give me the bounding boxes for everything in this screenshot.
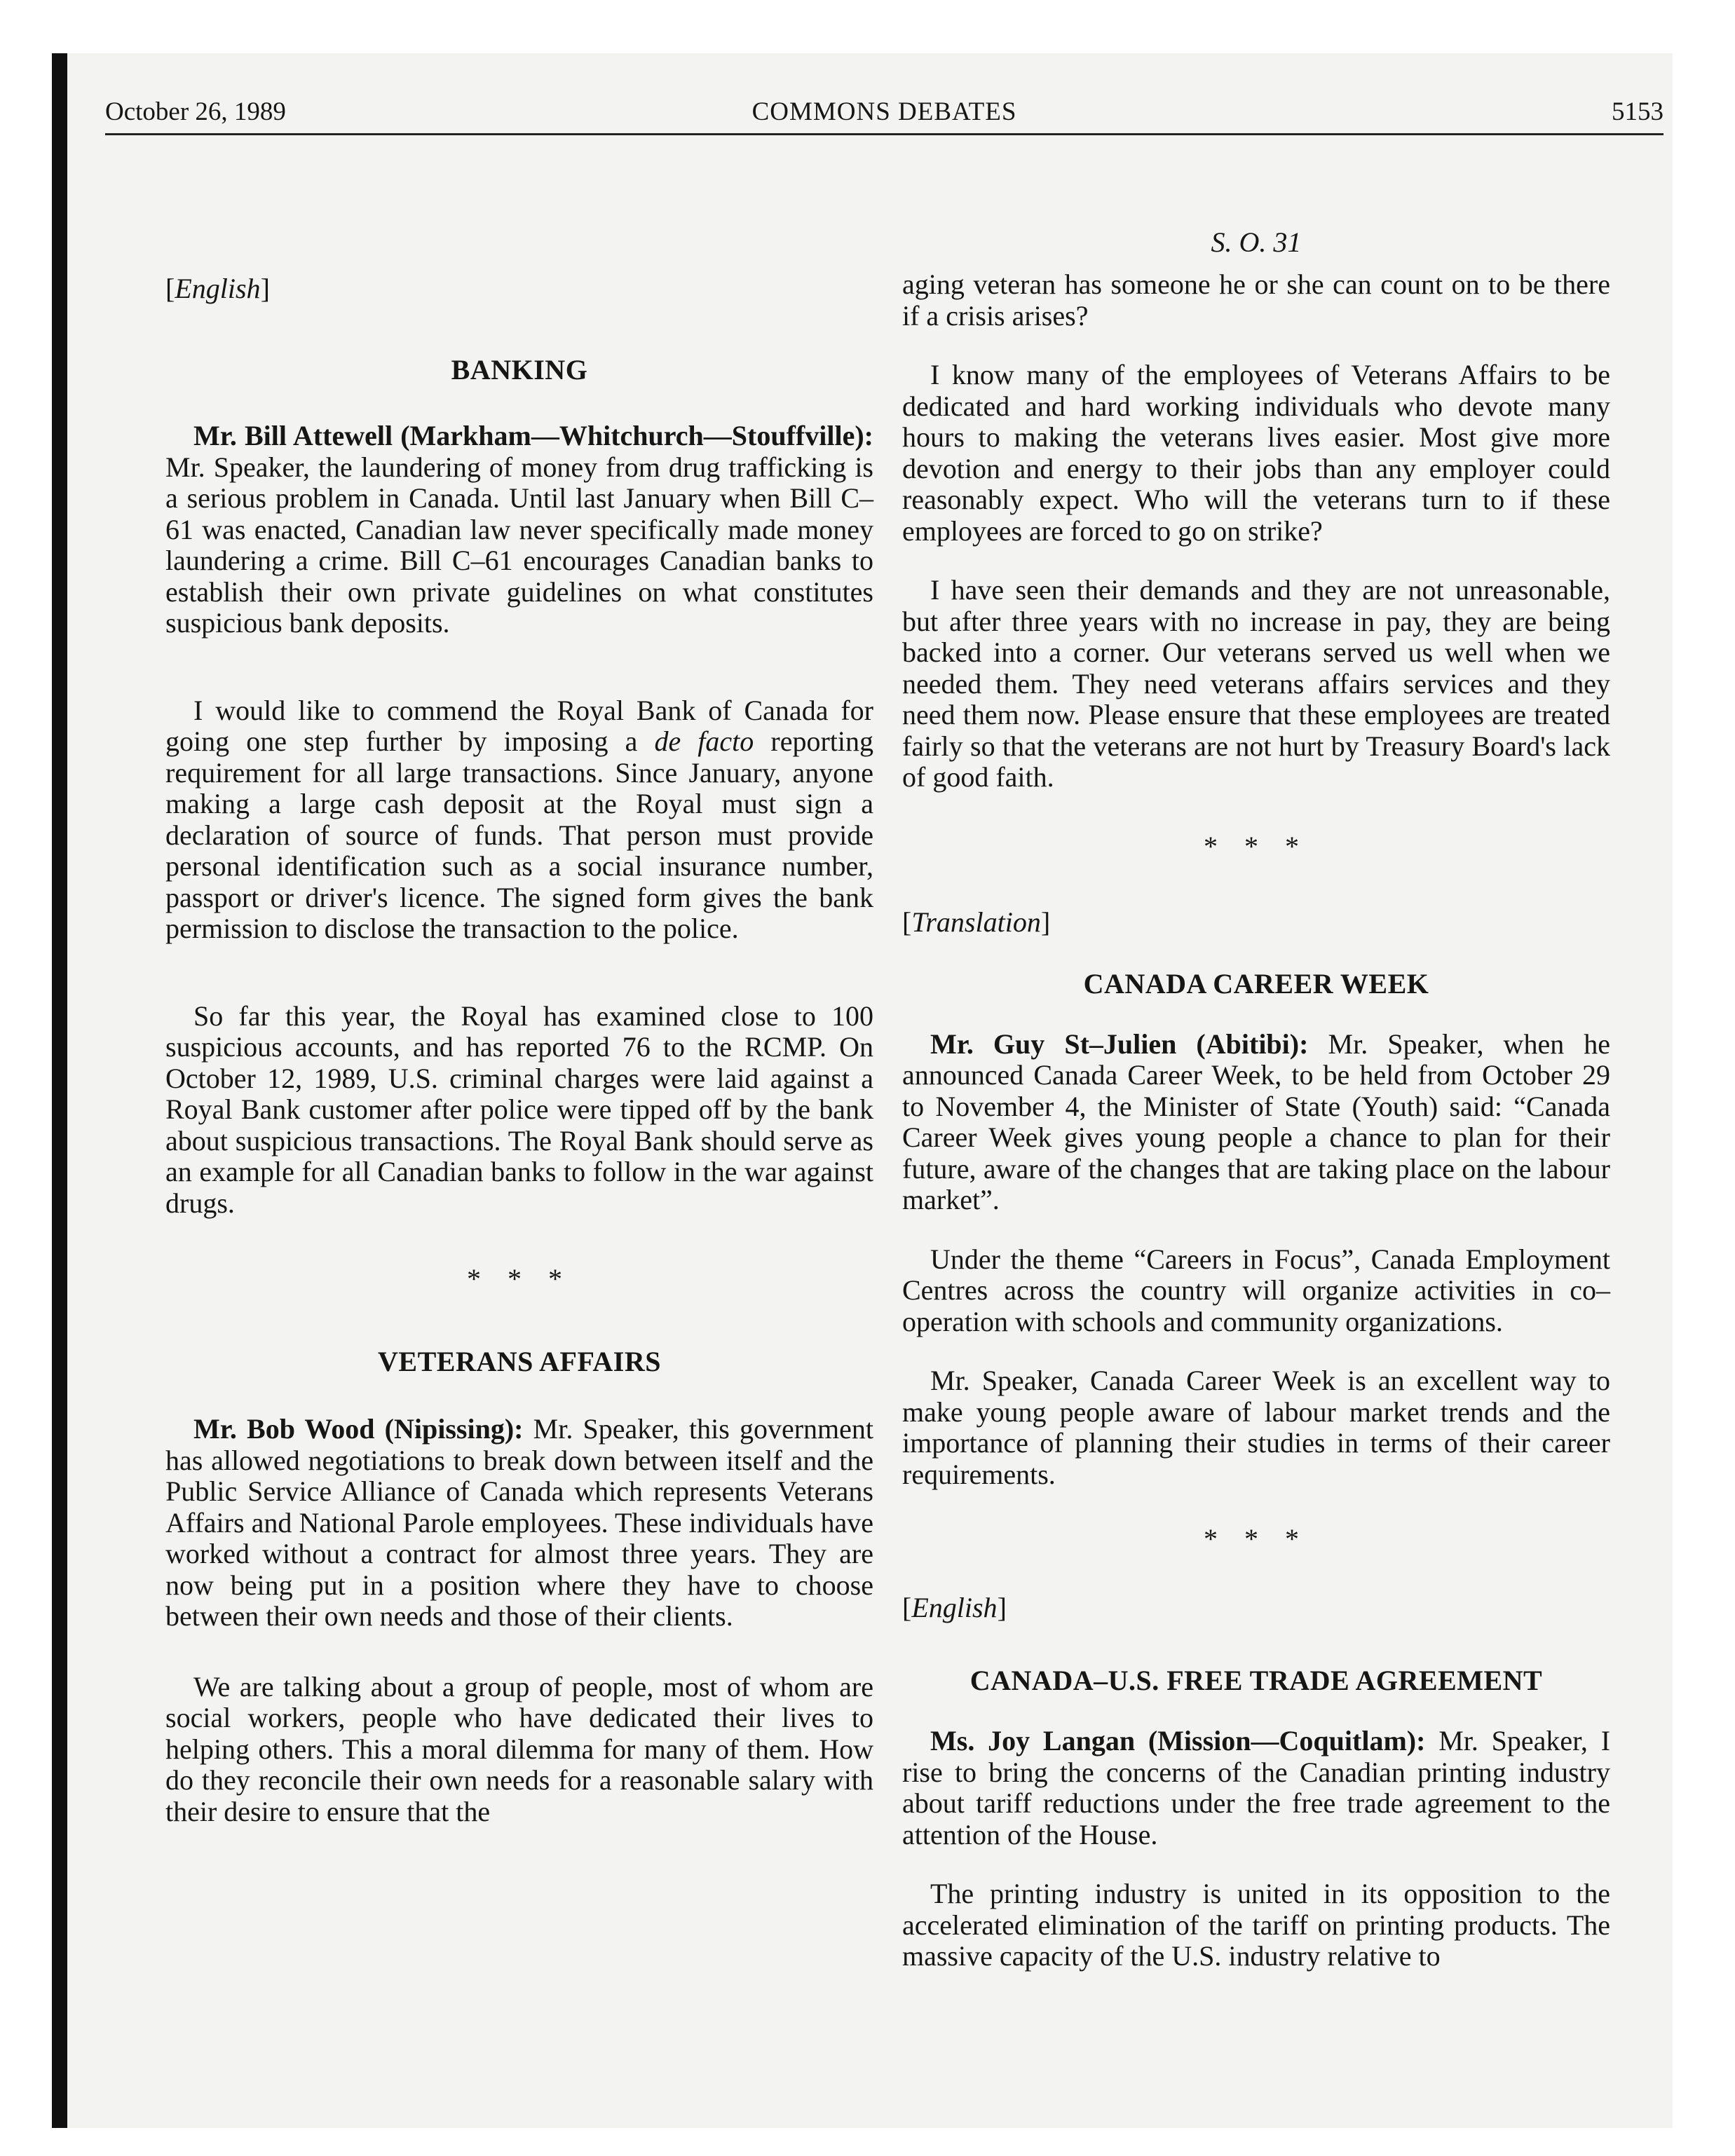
career-paragraph-3: Mr. Speaker, Canada Career Week is an excellent way to make young people aware of labour market trends and the importance of planning their studies in terms of their career requirements.	[902, 1365, 1610, 1490]
speaker-name: Mr. Bill Attewell (Markham—Whitchurch—Stouffville):	[193, 420, 873, 451]
header-page-number: 5153	[1612, 97, 1663, 126]
section-separator: * * *	[1204, 830, 1309, 862]
language-tag: [English]	[902, 1592, 1007, 1623]
speaker-name: Mr. Bob Wood (Nipissing):	[193, 1413, 524, 1445]
standing-order-label: S. O. 31	[1211, 226, 1302, 258]
section-heading-veterans: VETERANS AFFAIRS	[378, 1346, 661, 1377]
section-separator: * * *	[1204, 1523, 1309, 1555]
career-paragraph-2: Under the theme “Careers in Focus”, Canada Employment Centres across the country will organize activities in co–operation with schools and community organizations.	[902, 1243, 1610, 1337]
language-tag: [Translation]	[902, 906, 1051, 938]
header-date: October 26, 1989	[105, 97, 286, 126]
veterans-paragraph-3: I know many of the employees of Veterans Affairs to be dedicated and hard working individuals who devote many hours to making the veterans lives easier. Most give more devotion and energy to their jobs than any employer could reasonably expect. Who will the veterans turn to if these employees are forced to go on strike?	[902, 359, 1610, 547]
section-separator: * * *	[467, 1263, 572, 1295]
right-column	[902, 161, 1610, 1972]
section-heading-career-week: CANADA CAREER WEEK	[1083, 967, 1429, 999]
career-paragraph-1: Mr. Guy St–Julien (Abitibi): Mr. Speaker, when he announced Canada Career Week, to be held from October 29 to November 4, the Minister of State (Youth) said: “Canada Career Week gives young people a chance to plan for their future, aware of the changes that are taking place on the labour market”.	[902, 1028, 1611, 1215]
header-publication: COMMONS DEBATES	[751, 97, 1017, 126]
veterans-paragraph-1: Mr. Bob Wood (Nipissing): Mr. Speaker, this government has allowed negotiations to break down between itself and the Public Service Alliance of Canada which represents Veterans Affairs and National Parole employees. These individuals have worked without a contract for almost three years. They are now being put in a position where they have to choose between their own needs and those of their clients.	[165, 1413, 874, 1632]
speaker-name: Ms. Joy Langan (Mission—Coquitlam):	[930, 1725, 1426, 1756]
banking-paragraph-3: So far this year, the Royal has examined close to 100 suspicious accounts, and has reported 76 to the RCMP. On October 12, 1989, U.S. criminal charges were laid against a Royal Bank customer after police were tipped off by the bank about suspicious transactions. The Royal Bank should serve as an example for all Canadian banks to follow in the war against drugs.	[165, 999, 873, 1219]
veterans-paragraph-4: I have seen their demands and they are not unreasonable, but after three years with no increase in pay, they are being backed into a corner. Our veterans served us well when we needed them. They need veterans affairs services and they need them now. Please ensure that these employees are treated fairly so that the veterans are not hurt by Treasury Board's lack of good faith.	[902, 574, 1610, 793]
veterans-continued-paragraph: aging veteran has someone he or she can count on to be there if a crisis arises?	[902, 268, 1610, 332]
banking-paragraph-2: I would like to commend the Royal Bank of Canada for going one step further by imposing a de facto reporting requirement for all large transactions. Since January, anyone making a large cash deposit at the Royal must sign a declaration of source of funds. That person must provide personal identification such as a social insurance number, passport or driver's licence. The signed form gives the bank permission to disclose the transaction to the police.	[165, 694, 873, 944]
left-column	[165, 161, 873, 1827]
speaker-name: Mr. Guy St–Julien (Abitibi):	[930, 1028, 1309, 1060]
free-trade-paragraph-1: Ms. Joy Langan (Mission—Coquitlam): Mr. Speaker, I rise to bring the concerns of the Canadian printing industry about tariff reductions under the free trade agreement to the attention of the House.	[902, 1725, 1611, 1850]
section-heading-banking: BANKING	[451, 354, 588, 386]
veterans-paragraph-2: We are talking about a group of people, most of whom are social workers, people who have dedicated their lives to helping others. This a moral dilemma for many of them. How do they reconcile their own needs for a reasonable salary with their desire to ensure that the	[165, 1670, 873, 1827]
scan-edge	[52, 53, 67, 2128]
banking-paragraph-1: Mr. Bill Attewell (Markham—Whitchurch—Stouffville): Mr. Speaker, the laundering of money from drug trafficking is a serious problem in Canada. Until last January when Bill C–61 was enacted, Canadian law never specifically made money laundering a crime. Bill C–61 encourages Canadian banks to establish their own private guidelines on what constitutes suspicious bank deposits.	[165, 420, 873, 639]
running-head	[105, 87, 1663, 135]
free-trade-paragraph-2: The printing industry is united in its opposition to the accelerated elimination of the tariff on printing products. The massive capacity of the U.S. industry relative to	[902, 1878, 1610, 1972]
section-heading-free-trade: CANADA–U.S. FREE TRADE AGREEMENT	[969, 1665, 1543, 1696]
language-tag: [English]	[165, 273, 270, 304]
